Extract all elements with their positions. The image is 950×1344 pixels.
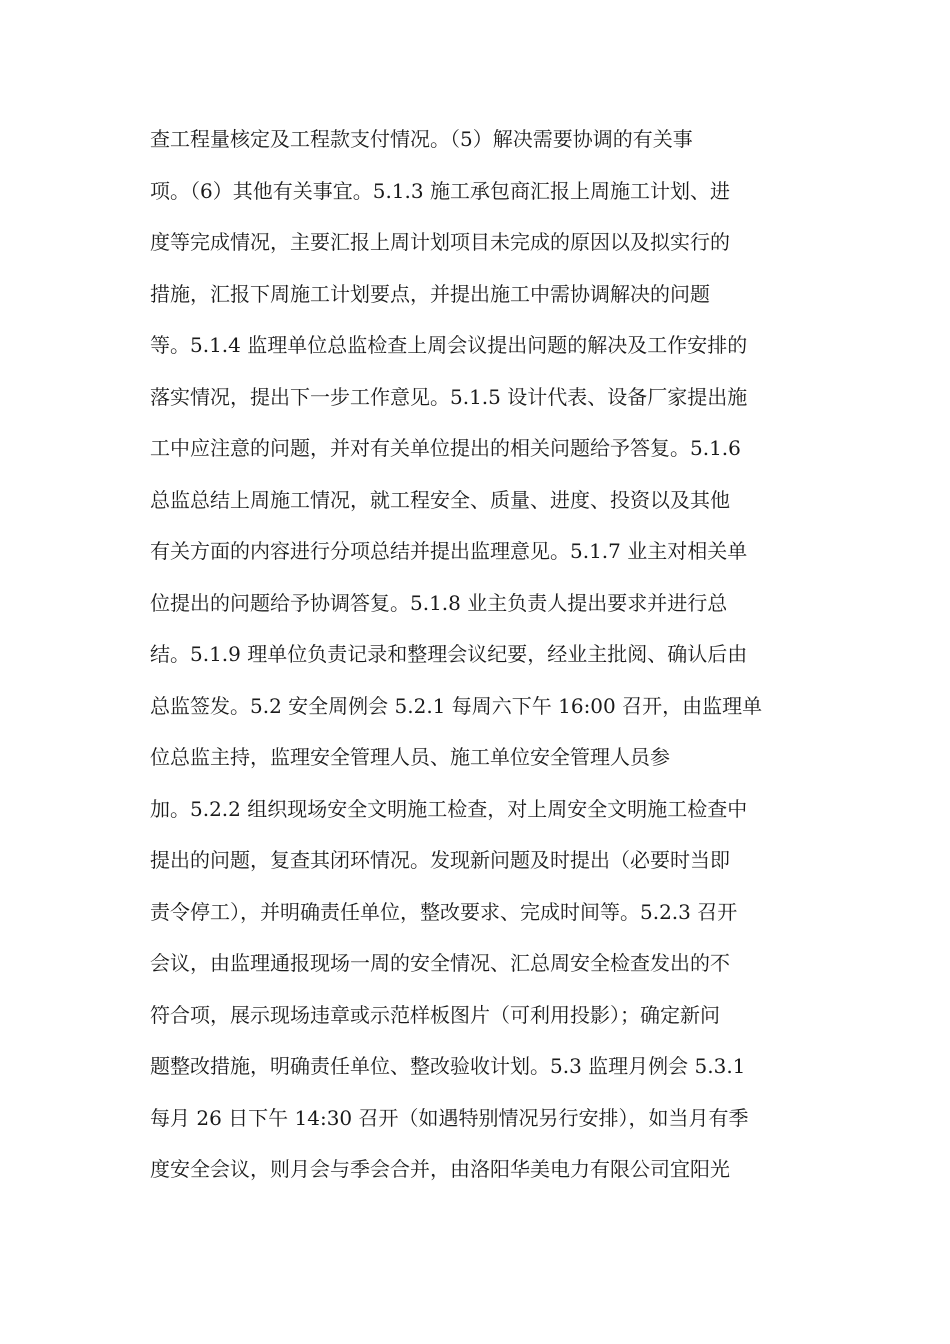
text-line: 总监总结上周施工情况，就工程安全、质量、进度、投资以及其他 xyxy=(150,487,730,512)
text-line: 每月 26 日下午 14:30 召开（如遇特别情况另行安排），如当月有季 xyxy=(150,1105,749,1130)
text-line: 位提出的问题给予协调答复。5.1.8 业主负责人提出要求并进行总 xyxy=(150,590,728,615)
text-line: 符合项，展示现场违章或示范样板图片（可利用投影）；确定新问 xyxy=(150,1002,720,1027)
text-line: 等。5.1.4 监理单位总监检查上周会议提出问题的解决及工作安排的 xyxy=(150,333,748,357)
text-line: 加。5.2.2 组织现场安全文明施工检查，对上周安全文明施工检查中 xyxy=(150,796,748,821)
text-line: 工中应注意的问题，并对有关单位提出的相关问题给予答复。5.1.6 xyxy=(150,436,741,460)
text-line: 会议，由监理通报现场一周的安全情况、汇总周安全检查发出的不 xyxy=(150,951,730,975)
text-line: 落实情况，提出下一步工作意见。5.1.5 设计代表、设备厂家提出施 xyxy=(150,384,748,409)
text-line: 题整改措施，明确责任单位、整改验收计划。5.3 监理月例会 5.3.1 xyxy=(150,1054,746,1078)
text-line: 项。（6）其他有关事宜。5.1.3 施工承包商汇报上周施工计划、进 xyxy=(150,178,730,203)
text-line: 位总监主持，监理安全管理人员、施工单位安全管理人员参 xyxy=(150,745,670,769)
text-line: 提出的问题，复查其闭环情况。发现新问题及时提出（必要时当即 xyxy=(150,848,730,872)
text-line: 总监签发。5.2 安全周例会 5.2.1 每周六下午 16:00 召开，由监理单 xyxy=(150,693,763,718)
text-line: 查工程量核定及工程款支付情况。（5）解决需要协调的有关事 xyxy=(150,127,693,151)
text-line: 有关方面的内容进行分项总结并提出监理意见。5.1.7 业主对相关单 xyxy=(150,539,748,563)
text-line: 责令停工），并明确责任单位，整改要求、完成时间等。5.2.3 召开 xyxy=(150,899,738,924)
text-line: 措施，汇报下周施工计划要点，并提出施工中需协调解决的问题 xyxy=(150,281,710,306)
text-line: 度等完成情况，主要汇报上周计划项目未完成的原因以及拟实行的 xyxy=(150,230,730,254)
body-text xyxy=(150,114,810,1196)
text-line: 度安全会议，则月会与季会合并，由洛阳华美电力有限公司宜阳光 xyxy=(150,1157,730,1181)
text-line: 结。5.1.9 理单位负责记录和整理会议纪要，经业主批阅、确认后由 xyxy=(150,642,748,666)
